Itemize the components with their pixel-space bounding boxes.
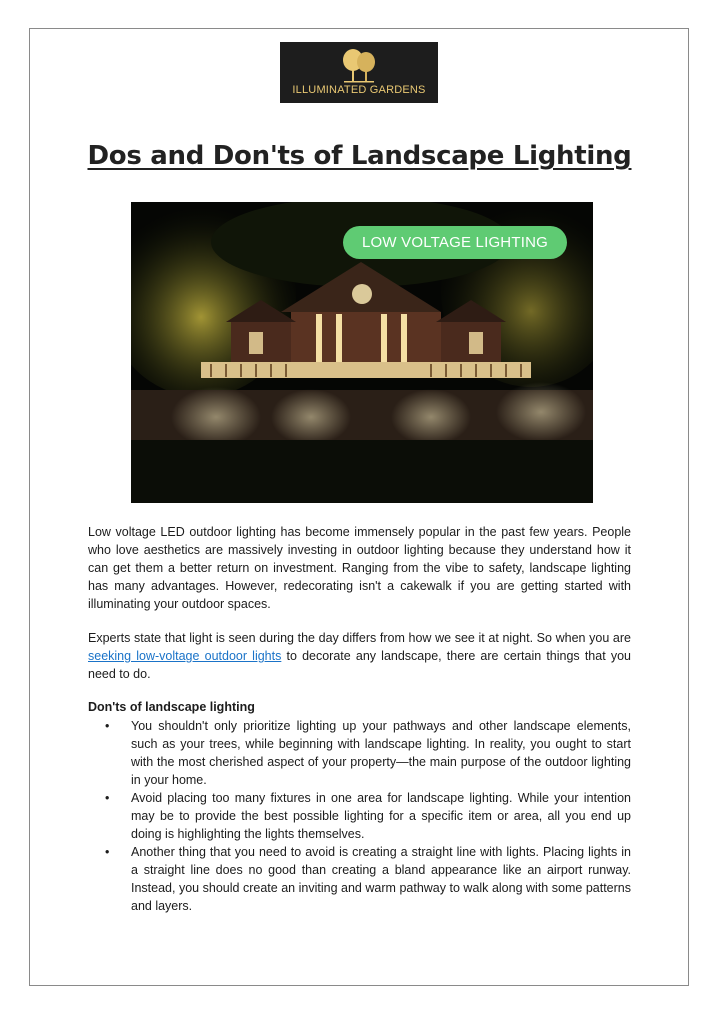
seeking-lights-link[interactable]: seeking low-voltage outdoor lights — [88, 649, 282, 663]
page-title — [0, 141, 719, 171]
list-item — [105, 789, 631, 843]
experts-paragraph — [88, 629, 631, 683]
bullet-icon: • — [105, 845, 110, 859]
hero-image — [131, 202, 593, 503]
intro-paragraph: Low voltage LED outdoor lighting has become immensely popular in the past few years. People who love aesthetics are massively investing in outdoor lighting because they understand how it can get them a better return on investment. Ranging from the vibe to safety, landscape lighting has many advantages. However, redecorating isn't a cakewalk if you are getting started with illuminating your outdoor spaces. — [88, 525, 631, 611]
hero-badge: LOW VOLTAGE LIGHTING — [343, 226, 567, 259]
bullet-icon: • — [105, 719, 110, 733]
list-item-text: Avoid placing too many fixtures in one area for landscape lighting. While your intention may be to provide the best possible lighting for a specific item or area, all you end up doing is highlighting the lights themselves. — [131, 791, 631, 841]
list-item — [105, 843, 631, 915]
list-item-text: You shouldn't only prioritize lighting up your pathways and other landscape elements, such as your trees, while beginning with landscape lighting. In reality, you ought to start with the most cherished aspect of your property—the main purpose of the outdoor lighting in your home. — [131, 719, 631, 787]
logo-text: ILLUMINATED GARDENS — [292, 84, 426, 96]
paragraph-text-after-link: to decorate any landscape, there are certain things that you need to do. — [88, 649, 631, 681]
paragraph-text-before-link: Experts state that light is seen during the day differs from how we see it at night. So when you are — [88, 631, 631, 645]
donts-list — [105, 717, 631, 915]
list-item — [105, 717, 631, 789]
bullet-icon: • — [105, 791, 110, 805]
page-title-text: Dos and Don'ts of Landscape Lighting — [87, 141, 632, 171]
donts-heading: Don'ts of landscape lighting — [88, 700, 255, 714]
tree-logo-icon — [340, 47, 378, 83]
list-item-text: Another thing that you need to avoid is creating a straight line with lights. Placing lights in a straight line does no good than creating a bland appearance like an airport runway. Instead, you should create an inviting and warm pathway to walk along with some patterns and layers. — [131, 845, 631, 913]
logo — [280, 42, 438, 103]
